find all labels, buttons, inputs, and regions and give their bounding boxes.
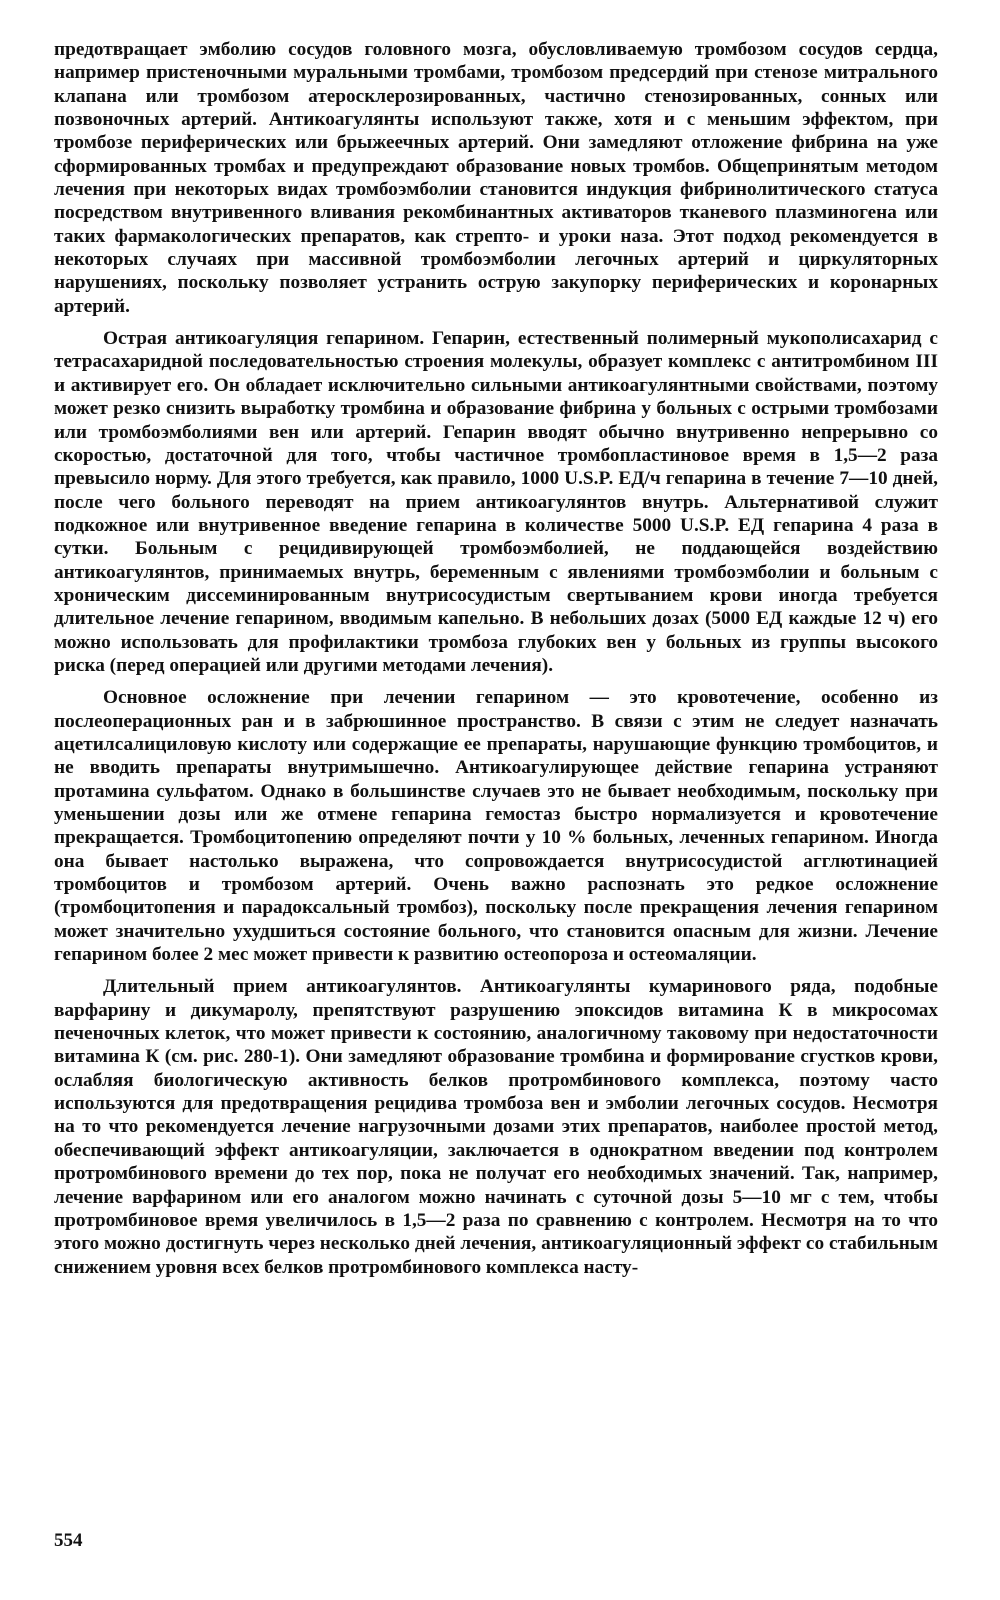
page-text-block [54,38,938,1288]
paragraph-3: Основное осложнение при лечении гепарином — это кровотечение, особенно из послеоперационных ран и в забрюшинное пространство. В связи с этим не следует назначать ацетилсалициловую кислоту или содержащие ее препараты, нарушающие функцию тромбоцитов, и не вводить препараты внутримышечно. Антикоагулирующее действие гепарина устраняют протамина сульфатом. Однако в большинстве случаев это не бывает необходимым, поскольку при уменьшении дозы или же отмене гепарина гемостаз быстро нормализуется и кровотечение прекращается. Тромбоцитопению определяют почти у 10 % больных, леченных гепарином. Иногда она бывает настолько выражена, что сопровождается внутрисосудистой агглютинацией тромбоцитов и тромбозом артерий. Очень важно распознать это редкое осложнение (тромбоцитопения и парадоксальный тромбоз), поскольку после прекращения лечения гепарином может значительно ухудшиться состояние больного, что становится опасным для жизни. Лечение гепарином более 2 мес может привести к развитию остеопороза и остеомаляции. [54,687,938,966]
paragraph-2: Острая антикоагуляция гепарином. Гепарин, естественный полимерный мукополисахарид с тетрасахаридной последовательностью строения молекулы, образует комплекс с антитромбином III и активирует его. Он обладает исключительно сильными антикоагулянтными свойствами, поэтому может резко снизить выработку тромбина и образование фибрина у больных с острыми тромбозами или тромбоэмболиями вен или артерий. Гепарин вводят обычно внутривенно непрерывно со скоростью, достаточной для того, чтобы частичное тромбопластиновое время в 1,5—2 раза превысило норму. Для этого требуется, как правило, 1000 U.S.P. ЕД/ч гепарина в течение 7—10 дней, после чего больного переводят на прием антикоагулянтов внутрь. Альтернативой служит подкожное или внутривенное введение гепарина в количестве 5000 U.S.P. ЕД гепарина 4 раза в сутки. Больным с рецидивирующей тромбоэмболией, не поддающейся воздействию антикоагулянтов, принимаемых внутрь, беременным с явлениями тромбоэмболии и больным с хроническим диссеминированным внутрисосудистым свертыванием крови иногда требуется длительное лечение гепарином, вводимым капельно. В небольших дозах (5000 ЕД каждые 12 ч) его можно использовать для профилактики тромбоза глубоких вен у больных из группы высокого риска (перед операцией или другими методами лечения). [54,328,938,676]
page-number: 554 [54,1530,83,1551]
paragraph-1: предотвращает эмболию сосудов головного мозга, обусловливаемую тромбозом сосудов сердца, например пристеночными муральными тромбами, тромбозом предсердий при стенозе митрального клапана или тромбозом атеросклерозированных, частично стенозированных, сонных или позвоночных артерий. Антикоагулянты используют также, хотя и с меньшим эффектом, при тромбозе периферических или брыжеечных артерий. Они замедляют отложение фибрина на уже сформированных тромбах и предупреждают образование новых тромбов. Общепринятым методом лечения при некоторых видах тромбоэмболии становится индукция фибринолитического статуса посредством внутривенного вливания рекомбинантных активаторов тканевого плазминогена или таких фармакологических препаратов, как стрепто- и уроки наза. Этот подход рекомендуется в некоторых случаях при массивной тромбоэмболии легочных артерий и циркуляторных нарушениях, поскольку позволяет устранить острую закупорку периферических и коронарных артерий. [54,39,938,317]
paragraph-4: Длительный прием антикоагулянтов. Антикоагулянты кумаринового ряда, подобные варфарину и дикумаролу, препятствуют разрушению эпоксидов витамина К в микросомах печеночных клеток, что может привести к состоянию, аналогичному таковому при недостаточности витамина К (см. рис. 280-1). Они замедляют образование тромбина и формирование сгустков крови, ослабляя биологическую активность белков протромбинового комплекса, поэтому часто используются для предотвращения рецидива тромбоза вен и эмболии легочных сосудов. Несмотря на то что рекомендуется лечение нагрузочными дозами этих препаратов, наиболее простой метод, обеспечивающий эффект антикоагуляции, заключается в однократном введении под контролем протромбинового времени до тех пор, пока не получат его необходимых значений. Так, например, лечение варфарином или его аналогом можно начинать с суточной дозы 5—10 мг с тем, чтобы протромбиновое время увеличилось в 1,5—2 раза по сравнению с контролем. Несмотря на то что этого можно достигнуть через несколько дней лечения, антикоагуляционный эффект со стабильным снижением уровня всех белков протромбинового комплекса насту- [54,976,938,1278]
